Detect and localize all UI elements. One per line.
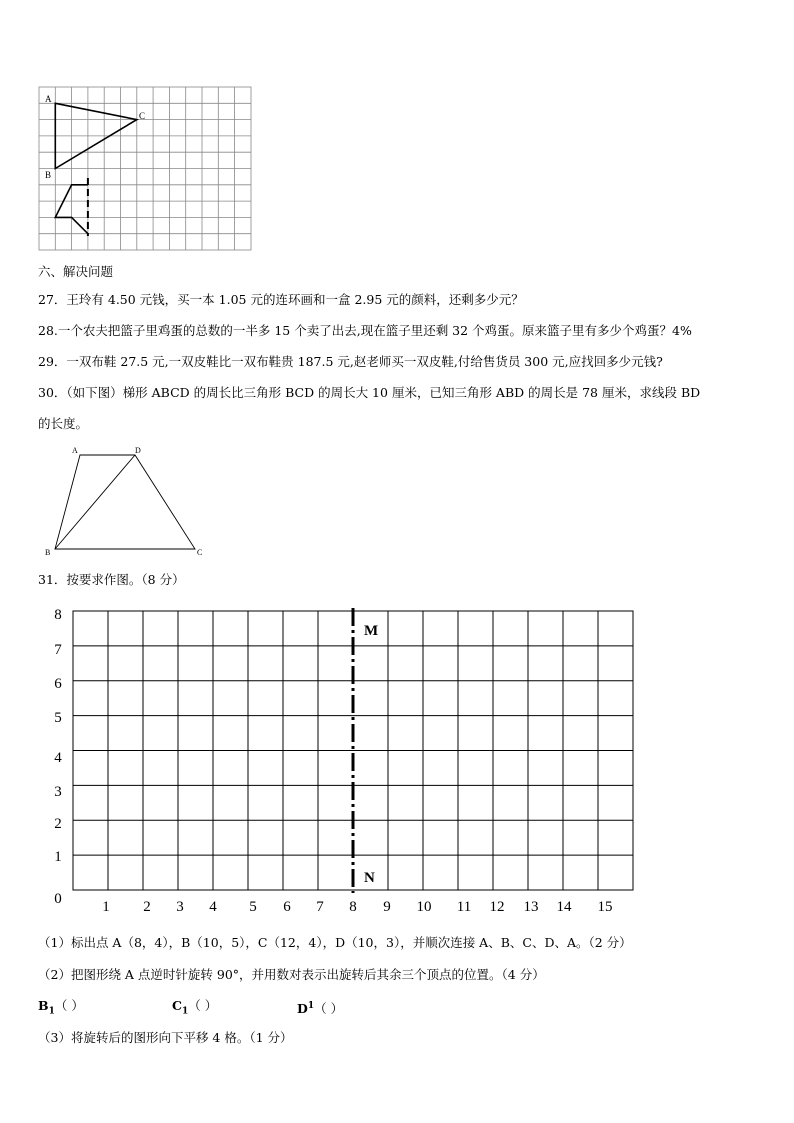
- label-c: C: [139, 111, 146, 121]
- b1-blank[interactable]: （ ）: [54, 998, 84, 1013]
- x-tick: 8: [349, 899, 357, 915]
- answer-d1: [297, 997, 343, 1018]
- label-b: B: [45, 170, 52, 180]
- y-tick: 1: [54, 849, 62, 865]
- top-grid-figure: [0, 0, 260, 260]
- c1-subscript: 1: [181, 1006, 189, 1017]
- x-tick: 4: [209, 899, 217, 915]
- b1-subscript: 1: [48, 1006, 55, 1017]
- y-tick: 4: [54, 750, 62, 766]
- d1-superscript: 1: [307, 1001, 315, 1011]
- x-tick: 6: [283, 899, 291, 915]
- q31-part2: （2）把图形绕 A 点逆时针旋转 90°，并用数对表示出旋转后其余三个顶点的位置。（4 分）: [38, 967, 545, 982]
- y-tick: 7: [54, 642, 62, 658]
- label-a: A: [45, 94, 52, 104]
- q31-part1: （1）标出点 A（8，4），B（10，5），C（12，4），D（10，3），并顺次连接 A、B、C、D、A。（2 分）: [38, 935, 632, 950]
- trap-label-b: B: [45, 548, 51, 557]
- x-tick: 12: [489, 899, 505, 915]
- y-tick: 0: [54, 891, 62, 907]
- x-tick: 1: [102, 899, 110, 915]
- question-29: 29．一双布鞋 27.5 元,一双皮鞋比一双布鞋贵 187.5 元,赵老师买一双皮鞋,付给售货员 300 元,应找回多少元钱?: [38, 354, 663, 369]
- question-31-title: 31．按要求作图。（8 分）: [38, 572, 185, 587]
- x-tick: 11: [456, 899, 472, 915]
- x-tick: 5: [249, 899, 257, 915]
- y-tick: 2: [54, 816, 62, 832]
- x-tick: 10: [416, 899, 432, 915]
- segment-bd: [55, 455, 135, 549]
- trapezoid-figure: [40, 442, 220, 562]
- trap-label-c: C: [197, 548, 203, 557]
- x-tick: 13: [523, 899, 539, 915]
- d1-blank[interactable]: （ ）: [314, 1001, 344, 1017]
- answer-b1: [38, 997, 84, 1021]
- q31-part3: （3）将旋转后的图形向下平移 4 格。（1 分）: [38, 1030, 293, 1045]
- x-tick: 9: [383, 899, 391, 915]
- coordinate-grid: [0, 600, 794, 920]
- label-n: N: [364, 870, 375, 886]
- trap-label-a: A: [72, 446, 78, 455]
- question-27: 27．王玲有 4.50 元钱，买一本 1.05 元的连环画和一盒 2.95 元的颜料，还剩多少元？: [38, 292, 524, 307]
- answer-c1: [172, 997, 217, 1021]
- question-30-line2: 的长度。: [38, 416, 89, 431]
- question-30-line1: 30．（如下图）梯形 ABCD 的周长比三角形 BCD 的周长大 10 厘米，已知三角形 ABD 的周长是 78 厘米，求线段 BD: [38, 385, 701, 400]
- x-tick: 14: [556, 899, 572, 915]
- section-heading: 六、解决问题: [38, 264, 114, 279]
- y-tick: 5: [54, 710, 62, 726]
- y-tick: 3: [54, 784, 62, 800]
- label-m: M: [364, 623, 379, 639]
- trap-label-d: D: [135, 446, 141, 455]
- x-tick-labels: [102, 899, 612, 915]
- y-tick-labels: [54, 607, 62, 907]
- b1-label: B: [38, 998, 49, 1013]
- x-tick: 15: [597, 899, 613, 915]
- d1-label: D: [297, 1001, 308, 1017]
- x-tick: 7: [316, 899, 324, 915]
- c1-blank[interactable]: （ ）: [188, 998, 218, 1013]
- question-28: 28.一个农夫把篮子里鸡蛋的总数的一半多 15 个卖了出去,现在篮子里还剩 32 个鸡蛋。原来篮子里有多少个鸡蛋？4%: [38, 323, 692, 338]
- trapezoid-abcd: [55, 455, 195, 549]
- x-tick: 2: [143, 899, 151, 915]
- x-tick: 3: [176, 899, 184, 915]
- c1-label: C: [172, 998, 182, 1013]
- y-tick: 8: [54, 607, 62, 623]
- y-tick: 6: [54, 676, 62, 692]
